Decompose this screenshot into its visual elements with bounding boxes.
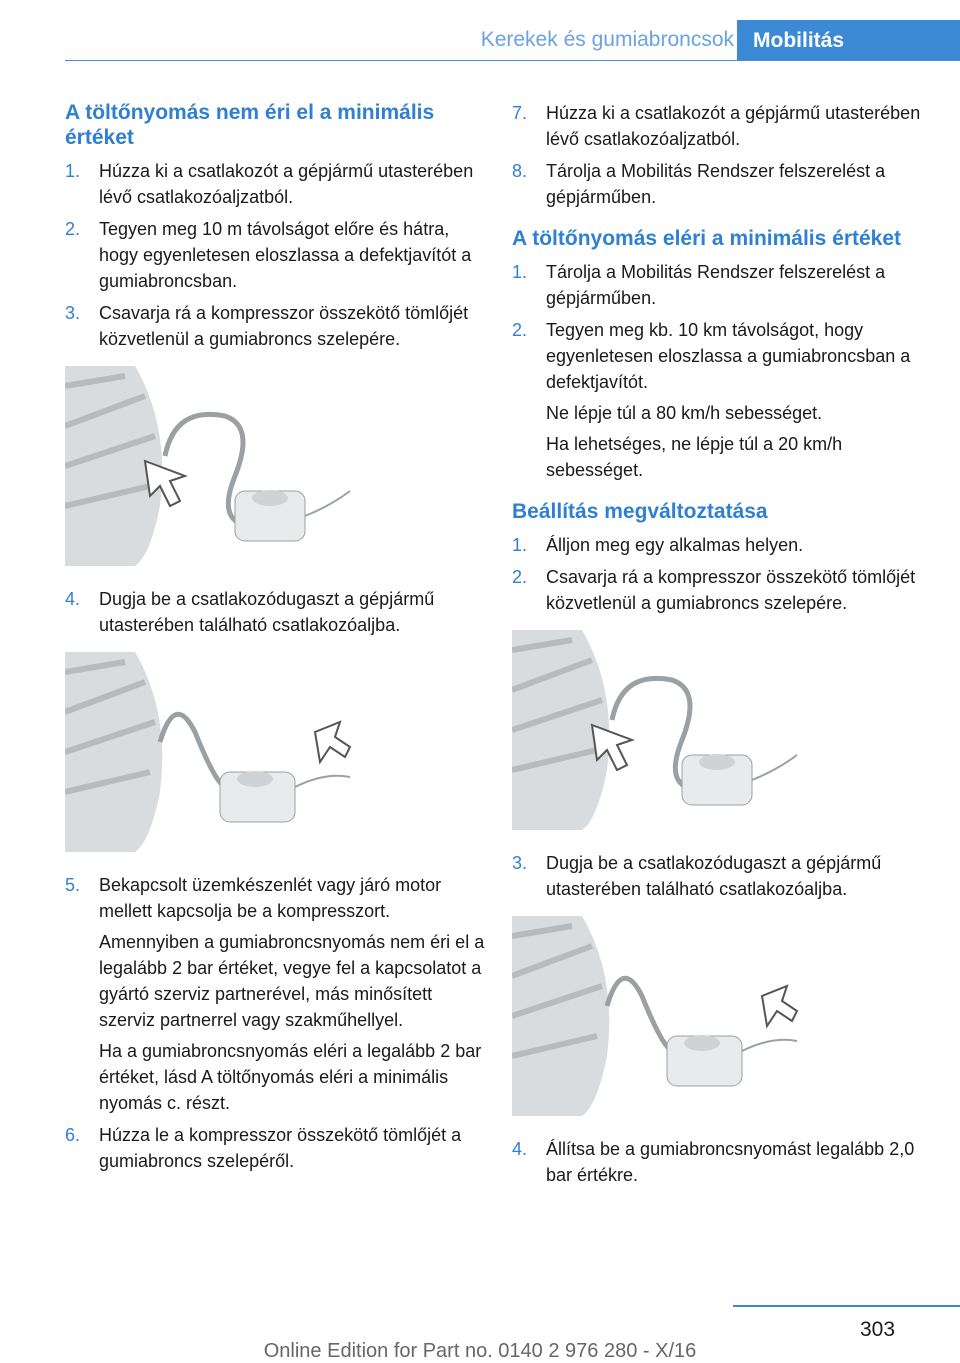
step-text: Dugja be a csatlakozódugaszt a gépjármű utasterében található csatlakozóaljba.	[546, 853, 882, 899]
step-number: 5.	[65, 875, 81, 895]
step-text: Bekapcsolt üzemkészenlét vagy járó motor mellett kapcsolja be a kompresszort.	[99, 875, 442, 921]
edition-footer: Online Edition for Part no. 0140 2 976 280 - X/16	[263, 1340, 697, 1362]
step-number: 6.	[65, 1125, 81, 1145]
section-heading: Beállítás megváltoztatása	[512, 500, 768, 523]
step-text: Álljon meg egy alkalmas helyen.	[546, 535, 804, 555]
footer-rule	[733, 1305, 960, 1307]
step-note: Ha a gumiabroncsnyomás eléri a legalább 2 bar értéket, lásd A töltőnyomás eléri a minimális nyomás c. részt.	[99, 1041, 482, 1113]
right-column	[512, 100, 932, 1194]
header-rule	[65, 60, 960, 61]
step-item	[512, 158, 932, 210]
step-text: Csavarja rá a kompresszor összekötő tömlőjét közvetlenül a gumiabroncs szelepére.	[99, 303, 469, 349]
step-note: Ne lépje túl a 80 km/h sebességet.	[546, 403, 823, 423]
step-text: Állítsa be a gumiabroncsnyomást legalább 2,0 bar értékre.	[546, 1139, 915, 1185]
tire-compressor-illustration	[65, 366, 365, 566]
plug-illustration	[65, 652, 365, 852]
step-item	[65, 872, 485, 1116]
step-number: 1.	[65, 161, 81, 181]
step-text: Húzza le a kompresszor összekötő tömlőjét a gumiabroncs szelepéről.	[99, 1125, 462, 1171]
step-number: 2.	[512, 320, 528, 340]
step-number: 2.	[65, 219, 81, 239]
running-header-chapter: Mobilitás	[737, 20, 960, 61]
step-note: Ha lehetséges, ne lépje túl a 20 km/h sebességet.	[546, 434, 843, 480]
step-item	[65, 300, 485, 352]
step-number: 2.	[512, 567, 528, 587]
step-text: Dugja be a csatlakozódugaszt a gépjármű utasterében található csatlakozóaljba.	[99, 589, 435, 635]
step-text: Tegyen meg kb. 10 km távolságot, hogy egyenletesen eloszlassa a gumiabroncsban a defektjavítót.	[546, 320, 911, 392]
step-number: 3.	[512, 853, 528, 873]
tire-compressor-illustration	[512, 630, 812, 830]
step-item	[512, 532, 932, 558]
step-item	[65, 216, 485, 294]
step-text: Tárolja a Mobilitás Rendszer felszerelést a gépjárműben.	[546, 161, 886, 207]
section-heading: A töltőnyomás eléri a minimális értéket	[512, 227, 902, 250]
step-number: 8.	[512, 161, 528, 181]
page-number: 303	[860, 1318, 896, 1341]
step-item	[512, 100, 932, 152]
left-column	[65, 100, 485, 1180]
step-item	[512, 259, 932, 311]
step-number: 4.	[512, 1139, 528, 1159]
step-number: 1.	[512, 535, 528, 555]
step-number: 7.	[512, 103, 528, 123]
step-item	[65, 586, 485, 638]
step-text: Csavarja rá a kompresszor összekötő tömlőjét közvetlenül a gumiabroncs szelepére.	[546, 567, 916, 613]
step-number: 1.	[512, 262, 528, 282]
step-item	[65, 1122, 485, 1174]
step-text: Húzza ki a csatlakozót a gépjármű utasterében lévő csatlakozóaljzatból.	[99, 161, 474, 207]
step-item	[512, 564, 932, 616]
step-number: 3.	[65, 303, 81, 323]
step-number: 4.	[65, 589, 81, 609]
plug-illustration	[512, 916, 812, 1116]
step-note: Amennyiben a gumiabroncsnyomás nem éri el a legalább 2 bar értéket, vegye fel a kapcsolatot a gyártó szerviz partnerével, más minősített szerviz partnerrel vagy szakműhellyel.	[99, 932, 485, 1030]
step-text: Tegyen meg 10 m távolságot előre és hátra, hogy egyenletesen eloszlassa a defektjavítót a gumiabroncsban.	[99, 219, 472, 291]
section-heading: A töltőnyomás nem éri el a minimális értéket	[65, 101, 435, 149]
step-text: Tárolja a Mobilitás Rendszer felszerelést a gépjárműben.	[546, 262, 886, 308]
step-item	[512, 850, 932, 902]
running-header-section: Kerekek és gumiabroncsok	[480, 28, 734, 51]
step-item	[512, 317, 932, 483]
step-item	[65, 158, 485, 210]
step-item	[512, 1136, 932, 1188]
step-text: Húzza ki a csatlakozót a gépjármű utasterében lévő csatlakozóaljzatból.	[546, 103, 921, 149]
